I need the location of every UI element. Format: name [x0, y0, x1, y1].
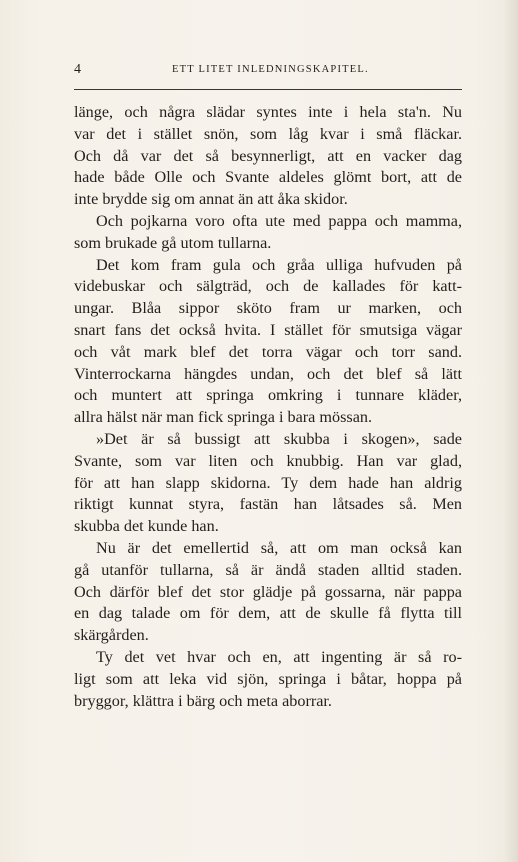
text-line: Och därför blef det stor glädje på gossarna, när pappa [74, 582, 462, 601]
text-line: Och pojkarna voro ofta ute med pappa och mamma, [96, 211, 462, 230]
text-line: ligt som att leka vid sjön, springa i båtar, hoppa på [74, 669, 462, 688]
text-line: hade både Olle och Svante aldeles glömt bort, att de [74, 168, 462, 187]
paragraph [74, 102, 462, 211]
text-line: snart fans det också hvita. I stället för smutsiga vägar [74, 320, 462, 339]
text-line: Svante, som var liten och knubbig. Han var glad, [74, 451, 462, 470]
text-line: Nu är det emellertid så, att om man också kan [96, 538, 462, 557]
text-line: videbuskar och sälgträd, och de kallades för katt- [74, 277, 462, 296]
page-edge-shadow [504, 0, 518, 862]
body-text [74, 102, 462, 712]
paragraph [74, 255, 462, 429]
paragraph [74, 538, 462, 647]
paragraph [74, 211, 462, 255]
header-rule [74, 89, 462, 90]
text-line: gå utanför tullarna, så är ändå staden alltid staden. [74, 560, 462, 579]
text-line: och muntert att springa omkring i tunnare kläder, [74, 386, 462, 405]
text-line: skubba det kunde han. [74, 517, 219, 536]
running-head [74, 62, 462, 80]
page-number: 4 [74, 62, 81, 77]
text-line: Det kom fram gula och gråa ulliga hufvuden på [96, 255, 462, 274]
text-line: allra hälst när man fick springa i bara mössan. [74, 408, 373, 427]
text-line: inte brydde sig om annat än att åka skidor. [74, 190, 348, 209]
running-title: ETT LITET INLEDNINGSKAPITEL. [172, 64, 369, 75]
text-line: Vinterrockarna hängdes undan, och det blef så lätt [74, 364, 462, 383]
text-line: en dag talade om för dem, att de skulle få flytta till [74, 604, 462, 623]
text-line: bryggor, klättra i bärg och meta aborrar. [74, 691, 332, 710]
text-line: Och då var det så besynnerligt, att en vacker dag [74, 146, 462, 165]
text-line: och våt mark blef det torra vägar och torr sand. [74, 342, 462, 361]
text-line: riktigt kunnat styra, fastän han låtsades så. Men [74, 495, 462, 514]
paragraph [74, 647, 462, 712]
paragraph [74, 429, 462, 538]
text-line: som brukade gå utom tullarna. [74, 233, 272, 252]
text-line: Ty det vet hvar och en, att ingenting är så ro- [96, 647, 462, 666]
text-line: »Det är så bussigt att skubba i skogen», sade [96, 429, 462, 448]
text-line: för att han slapp skidorna. Ty dem hade han aldrig [74, 473, 462, 492]
text-line: skärgården. [74, 626, 149, 645]
text-line: ungar. Blåa sippor sköto fram ur marken, och [74, 299, 462, 318]
text-line: var det i stället snön, som låg kvar i små fläckar. [74, 124, 462, 143]
text-line: länge, och några slädar syntes inte i hela sta'n. Nu [74, 103, 462, 121]
